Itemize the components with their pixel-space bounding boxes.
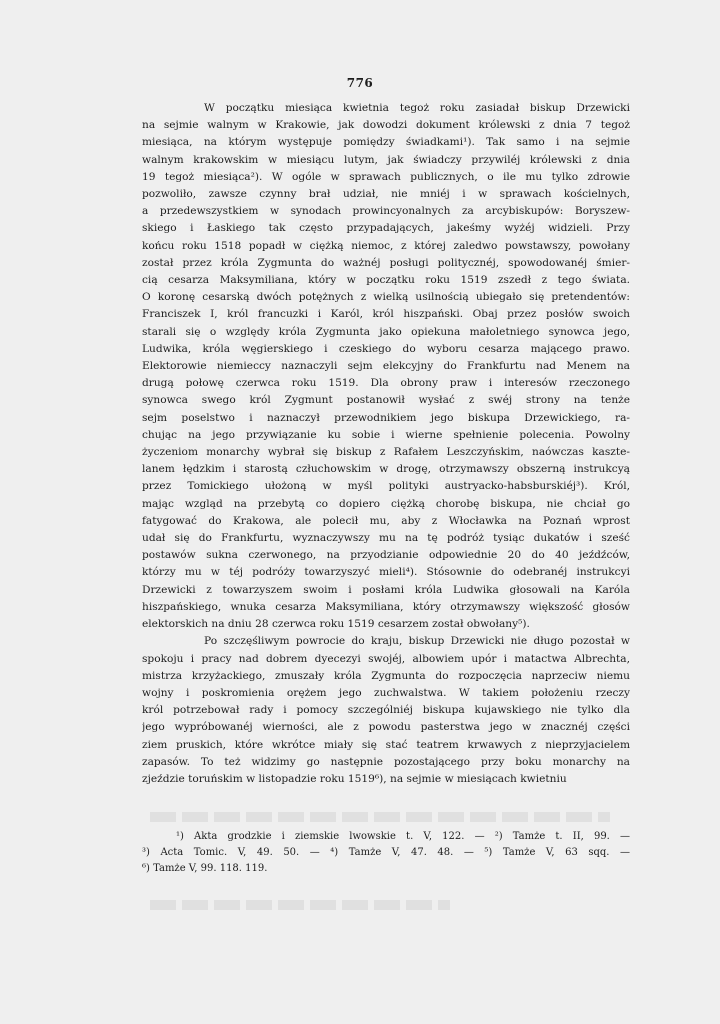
footnotes	[142, 829, 630, 877]
text-line: miesiąca, na którym występuje pomiędzy świadkami¹). Tak samo i na sejmie	[142, 136, 630, 149]
text-line: starali się o względy króla Zygmunta jako opiekuna małoletniego synowca jego,	[142, 325, 630, 338]
text-line: zapasów. To też widzimy go następnie pozostającego przy boku monarchy na	[142, 755, 630, 768]
text-line: O koronę cesarską dwóch potężnych z wielką usilnością ubiegało się pretendentów:	[142, 291, 630, 304]
footnote-line: ³) Acta Tomic. V, 49. 50. — ⁴) Tamże V, 47. 48. — ⁵) Tamże V, 63 sqq. —	[142, 847, 630, 858]
text-line: a przedewszystkiem w synodach prowincyonalnych za arcybiskupów: Boryszew-	[142, 205, 630, 218]
text-line: został przez króla Zygmunta do ważnéj posługi politycznéj, spowodowanéj śmier-	[142, 256, 630, 269]
bleed-through	[150, 812, 610, 822]
body-text	[142, 100, 630, 788]
text-line: mistrza krzyżackiego, zmuszały króla Zygmunta do rozpoczęcia naprzeciw niemu	[142, 669, 630, 682]
text-line: hiszpańskiego, wnuka cesarza Maksymiliana, który otrzymawszy większość głosów	[142, 600, 630, 613]
text-line: Drzewicki z towarzyszem swoim i posłami króla Ludwika głosowali na Karóla	[142, 583, 630, 596]
text-line: końcu roku 1518 popadł w ciężką niemoc, z której zaledwo powstawszy, powołany	[142, 239, 630, 252]
text-line: walnym krakowskim w miesiącu lutym, jak świadczy przywiléj królewski z dnia	[142, 153, 630, 166]
text-line: sejm poselstwo i naznaczył przewodnikiem jego biskupa Drzewickiego, ra-	[142, 411, 630, 424]
text-line: skiego i Łaskiego tak często przypadających, jakeśmy wyżéj widzieli. Przy	[142, 222, 630, 235]
text-line: lanem łędzkim i starostą człuchowskim w drogę, otrzymawszy obszerną instrukcyą	[142, 463, 630, 476]
text-line: na sejmie walnym w Krakowie, jak dowodzi dokument królewski z dnia 7 tegoż	[142, 119, 630, 132]
footnote-line: ¹) Akta grodzkie i ziemskie lwowskie t. V, 122. — ²) Tamże t. II, 99. —	[176, 831, 630, 842]
text-line: zjeździe toruńskim w listopadzie roku 1519⁶), na sejmie w miesiącach kwietniu	[142, 772, 567, 785]
text-line: życzeniom monarchy wybrał się biskup z Rafałem Leszczyńskim, naówczas kaszte-	[142, 446, 630, 459]
page-number: 776	[346, 76, 374, 90]
text-line: Elektorowie niemieccy naznaczyli sejm elekcyjny do Frankfurtu nad Menem na	[142, 360, 630, 373]
paragraph	[142, 100, 630, 633]
text-line: postawów sukna czerwonego, na przyodzianie odpowiednie 20 do 40 jeźdźców,	[142, 549, 630, 562]
text-line: ziem pruskich, które wkrótce miały się stać teatrem krwawych z nieprzyjacielem	[142, 738, 630, 751]
text-line: jego wypróbowanéj wierności, ale z powodu pasterstwa jego w znacznéj części	[142, 721, 630, 734]
text-line: mając wzgląd na przebytą co dopiero ciężką chorobę biskupa, nie chciał go	[142, 497, 630, 510]
text-line: pozwoliło, zawsze czynny brał udział, nie mniéj i w sprawach kościelnych,	[142, 188, 630, 201]
text-line: cią cesarza Maksymiliana, który w początku roku 1519 zszedł z tego świata.	[142, 274, 630, 287]
text-line: przez Tomickiego ułożoną w myśl polityki austryacko-habsburskiéj³). Król,	[142, 480, 630, 493]
footnote-line: ⁶) Tamże V, 99. 118. 119.	[142, 863, 268, 874]
bleed-through	[150, 900, 450, 910]
text-line: Ludwika, króla węgierskiego i czeskiego do wyboru cesarza mającego prawo.	[142, 342, 630, 355]
text-line: chując na jego przywiązanie ku sobie i wierne spełnienie polecenia. Powolny	[142, 428, 630, 441]
text-line: W początku miesiąca kwietnia tegoż roku zasiadał biskup Drzewicki	[204, 102, 630, 114]
text-line: spokoju i pracy nad dobrem dyecezyi swojéj, albowiem upór i matactwa Albrechta,	[142, 652, 630, 665]
text-line: wojny i poskromienia orężem jego zuchwalstwa. W takiem położeniu rzeczy	[142, 686, 630, 699]
text-line: udał się do Frankfurtu, wyznaczywszy mu na tę podróż tysiąc dukatów i sześć	[142, 532, 630, 545]
text-line: Po szczęśliwym powrocie do kraju, biskup Drzewicki nie długo pozostał w	[204, 635, 630, 648]
text-line: król potrzebował rady i pomocy szczególniéj biskupa kujawskiego nie tylko dla	[142, 704, 630, 717]
text-line: synowca swego król Zygmunt postanowił wysłać z swéj strony na tenże	[142, 394, 630, 407]
text-line: 19 tegoż miesiąca²). W ogóle w sprawach publicznych, o ile mu tylko zdrowie	[142, 170, 630, 183]
text-line: drugą połowę czerwca roku 1519. Dla obrony praw i interesów rzeczonego	[142, 377, 630, 390]
text-line: Franciszek I, król francuzki i Karól, król hiszpański. Obaj przez posłów swoich	[142, 308, 630, 321]
text-line: którzy mu w téj podróży towarzyszyć mieli⁴). Stósownie do odebranéj instrukcyi	[142, 566, 630, 579]
text-line: elektorskich na dniu 28 czerwca roku 1519 cesarzem został obwołany⁵).	[142, 618, 530, 631]
text-line: fatygować do Krakowa, ale polecił mu, aby z Włocławka na Poznań wprost	[142, 514, 630, 527]
paragraph	[142, 633, 630, 788]
